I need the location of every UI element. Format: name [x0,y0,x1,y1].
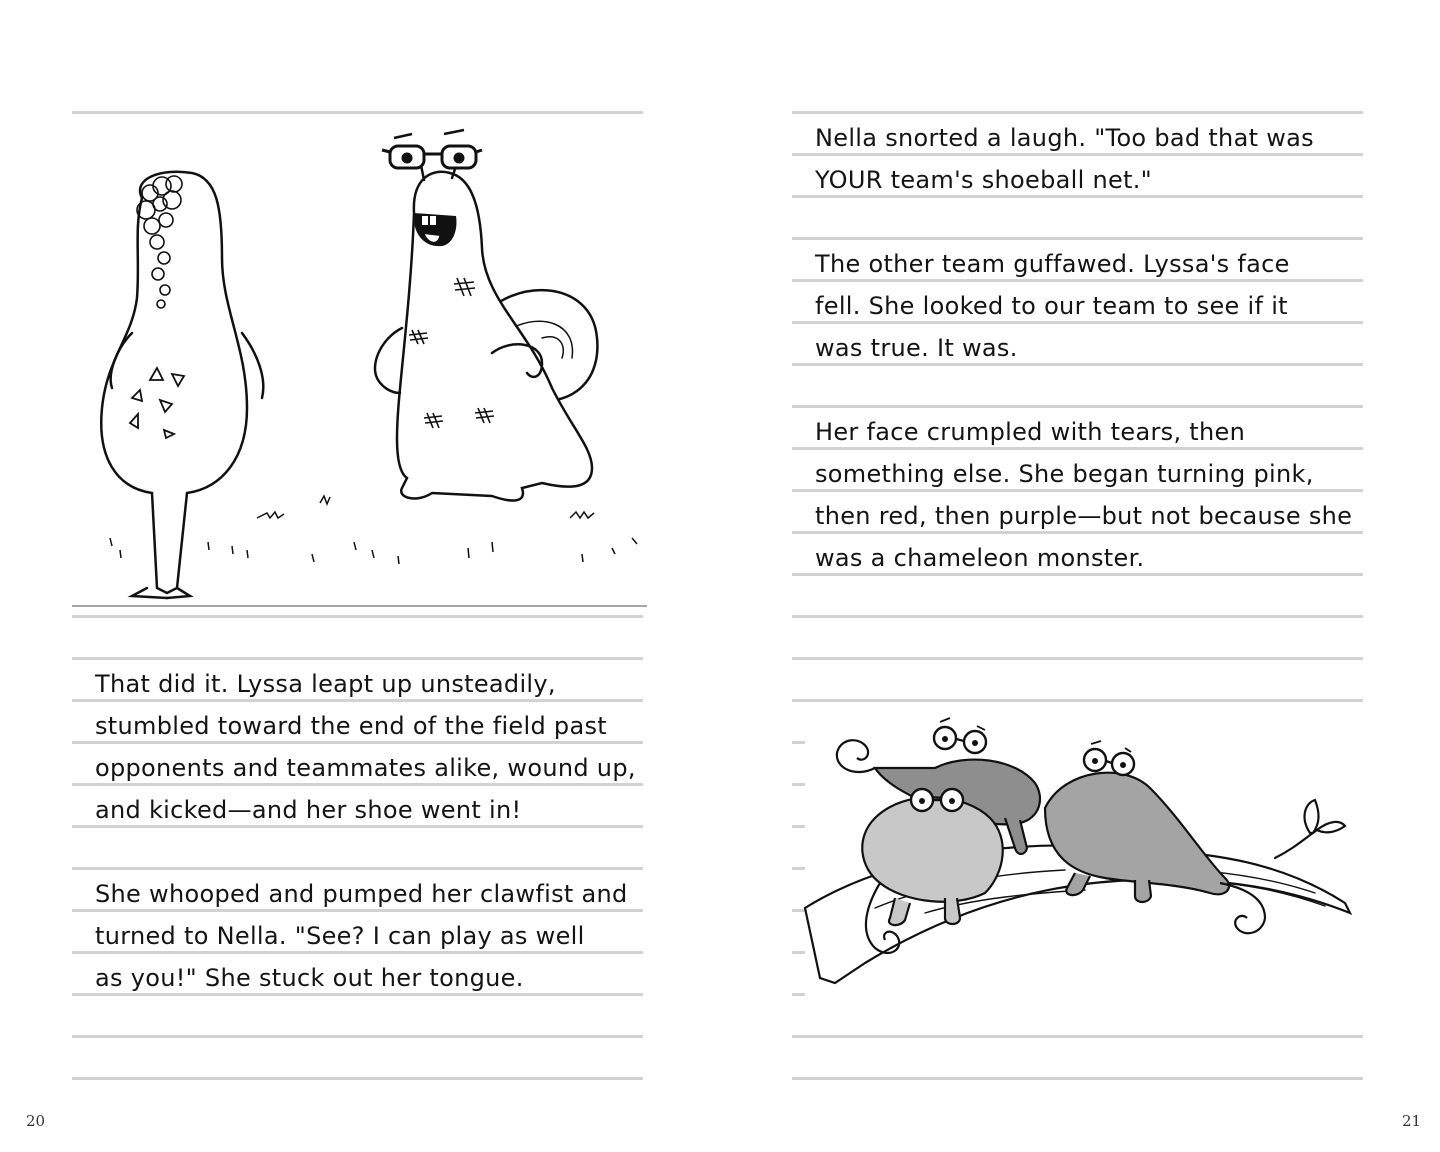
chameleon-monsters-on-branch-illustration [805,708,1365,998]
right-paragraph-1: Nella snorted a laugh. "Too bad that was YOUR team's shoeball net." [815,124,1314,194]
two-monsters-standing-illustration [72,118,652,608]
right-paragraph-3: Her face crumpled with tears, then something else. She began turning pink, then red, then purple—but not because she was a chameleon monster. [815,418,1353,572]
right-paragraph-2: The other team guffawed. Lyssa's face fell. She looked to our team to see if it was true. It was. [815,250,1290,362]
right-page [720,0,1440,1152]
page-number-right: 21 [1402,1112,1422,1130]
left-paragraph-2: She whooped and pumped her clawfist and turned to Nella. "See? I can play as well as you!" She stuck out her tongue. [95,880,628,992]
left-paragraph-1: That did it. Lyssa leapt up unsteadily, stumbled toward the end of the field past opponents and teammates alike, wound up, and kicked—and her shoe went in! [95,670,636,824]
page-number-left: 20 [26,1112,46,1130]
